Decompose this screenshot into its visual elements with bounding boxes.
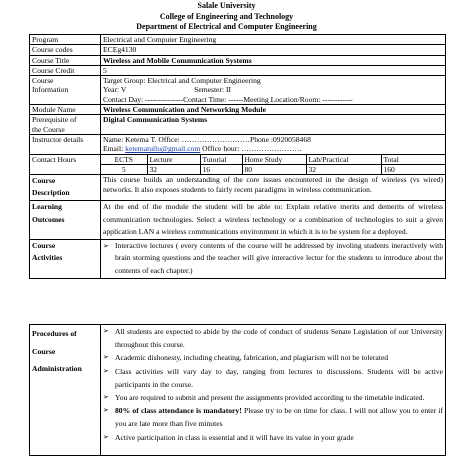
- course-codes-label: Course codes: [30, 45, 101, 55]
- contact-hours-value: [101, 154, 446, 174]
- table-row: [30, 55, 446, 65]
- course-credit-value: 5: [101, 65, 446, 75]
- label-line: the Course: [32, 124, 65, 134]
- label-line: Outcomes: [32, 214, 65, 224]
- table-row: [30, 325, 446, 456]
- office-hour: Office hour: ……………………: [200, 144, 302, 154]
- procedures-list: [103, 325, 443, 444]
- activities-list: [103, 240, 443, 278]
- contact-hours-header: Tutorial: [200, 155, 242, 165]
- table-row: [30, 76, 446, 105]
- label-line: Prerequisite of: [32, 115, 77, 125]
- label-line: Course: [32, 76, 54, 86]
- course-description-value: This course builds an understanding of the core issues encountered in the design of wireless (vs wired) networks. It also exposes students to fairly recent paradigms in wireless communication.: [101, 174, 446, 200]
- table-row: [30, 45, 446, 55]
- instructor-value: [101, 134, 446, 154]
- department-name: Department of Electrical and Computer Engineering: [136, 22, 317, 32]
- table-row: [30, 134, 446, 154]
- procedures-table: [29, 324, 446, 456]
- list-item: ➢ Academic dishonesty, including cheating, fabrication, and plagiarism will not be tolerated: [103, 351, 443, 364]
- contact-hours-header: Total: [381, 155, 445, 165]
- target-group: Target Group: Electrical and Computer Engineering: [103, 76, 261, 86]
- contact-hours-label: Contact Hours: [30, 154, 101, 174]
- contact-hours-header: ECTS: [101, 155, 147, 165]
- table-row: [30, 239, 446, 278]
- label-line: Procedures of: [32, 329, 77, 338]
- label-line: Course: [32, 175, 56, 185]
- email-prefix: Email:: [103, 144, 126, 154]
- table-row: [30, 65, 446, 75]
- attendance-rule: 80% of class attendance is mandatory!: [115, 406, 242, 416]
- course-title-label: Course Title: [30, 55, 101, 65]
- table-row: [30, 115, 446, 135]
- table-row: [30, 154, 446, 174]
- contact-day-time: Contact Day: ---------------Contact Time: ------Meeting Location/Room: ------------: [103, 94, 353, 104]
- instructor-email-line: [103, 144, 443, 153]
- contact-hours-cell: 32: [306, 164, 381, 174]
- contact-hours-cell: 32: [147, 164, 200, 174]
- learning-outcomes-label: [30, 200, 101, 239]
- list-item: ➢ Active participation in class is essential and it will have its value in your grade: [103, 431, 443, 444]
- contact-hours-header-row: [101, 155, 445, 165]
- label-line: Course: [32, 346, 56, 356]
- course-codes-value: ECEg4130: [101, 45, 446, 55]
- course-activities-value: [101, 239, 446, 278]
- procedures-label: [30, 325, 101, 456]
- procedures-value: [101, 325, 446, 456]
- attendance-text: Please try to be on time for class. I will not allow you to enter if you are late more than five minutes: [115, 406, 444, 429]
- instructor-label: Instructor details: [30, 134, 101, 154]
- prerequisite-value: Digital Communication Systems: [101, 115, 446, 135]
- course-information-value: [101, 76, 446, 105]
- course-info-table: [29, 34, 446, 279]
- program-value: Electrical and Computer Engineering: [101, 35, 446, 45]
- module-name-label: Module Name: [30, 105, 101, 115]
- contact-hours-value-row: [101, 164, 445, 174]
- college-name: College of Engineering and Technology: [159, 11, 294, 21]
- document-header: [0, 0, 453, 33]
- prerequisite-label: [30, 115, 101, 135]
- label-line: Information: [32, 85, 69, 95]
- program-label: Program: [30, 35, 101, 45]
- course-title-value: Wireless and Mobile Communication Systems: [101, 55, 446, 65]
- year-semester: [103, 85, 443, 94]
- label-line: Course: [32, 240, 56, 250]
- instructor-name-office-phone: Name: Ketema T. Office: ………………………Phone :0920058468: [103, 134, 311, 144]
- list-item: ➢ Class activities will vary day to day, ranging from lectures to discussions. Students will be active participants in the course.: [103, 365, 443, 391]
- course-description-label: [30, 174, 101, 200]
- contact-hours-table: [101, 155, 445, 174]
- semester: Semester: II: [194, 85, 232, 95]
- course-information-label: [30, 76, 101, 105]
- table-row: [30, 200, 446, 239]
- contact-hours-cell: 16: [200, 164, 242, 174]
- label-line: Administration: [32, 364, 82, 373]
- year: Year: V: [103, 85, 127, 95]
- contact-hours-cell: 160: [381, 164, 445, 174]
- email-link[interactable]: ketematullu@gmail.com: [125, 144, 201, 154]
- contact-hours-header: Home Study: [242, 155, 306, 165]
- list-item: ➢ All students are expected to abide by the code of conduct of students Senate Legislation of our University throughout this course.: [103, 325, 443, 351]
- list-item: [103, 404, 443, 430]
- label-line: Activities: [32, 253, 63, 263]
- course-credit-label: Course Credit: [30, 65, 101, 75]
- contact-hours-header: Lab/Practical: [306, 155, 381, 165]
- list-item: ➢ Interactive lectures ( every contents of the course will be addressed by involing students ineractively with brain storming questions and the teacher will give interactive lectur for the students to introduce about the contents of each chapter.): [103, 240, 443, 278]
- contact-hours-header: Lecture: [147, 155, 200, 165]
- label-line: Description: [32, 188, 70, 198]
- learning-outcomes-value: At the end of the module the student will be able to: Explain relative merits and demerits of wireless communication technologies. Select a wireless technology or a combination of technologies to suit a given application LAN a wireless communications environment in which it is to be system for a deployed.: [101, 200, 446, 239]
- course-activities-label: [30, 239, 101, 278]
- module-name-value: Wireless Communication and Networking Module: [101, 105, 446, 115]
- university-name: Salale University: [197, 1, 256, 10]
- table-row: [30, 105, 446, 115]
- contact-hours-cell: 5: [121, 164, 126, 174]
- label-line: Learning: [32, 201, 62, 211]
- list-item: ➢ You are required to submit and present the assignments provided according to the timetable indicated.: [103, 391, 443, 404]
- contact-hours-cell: 80: [242, 164, 306, 174]
- table-row: [30, 35, 446, 45]
- table-row: [30, 174, 446, 200]
